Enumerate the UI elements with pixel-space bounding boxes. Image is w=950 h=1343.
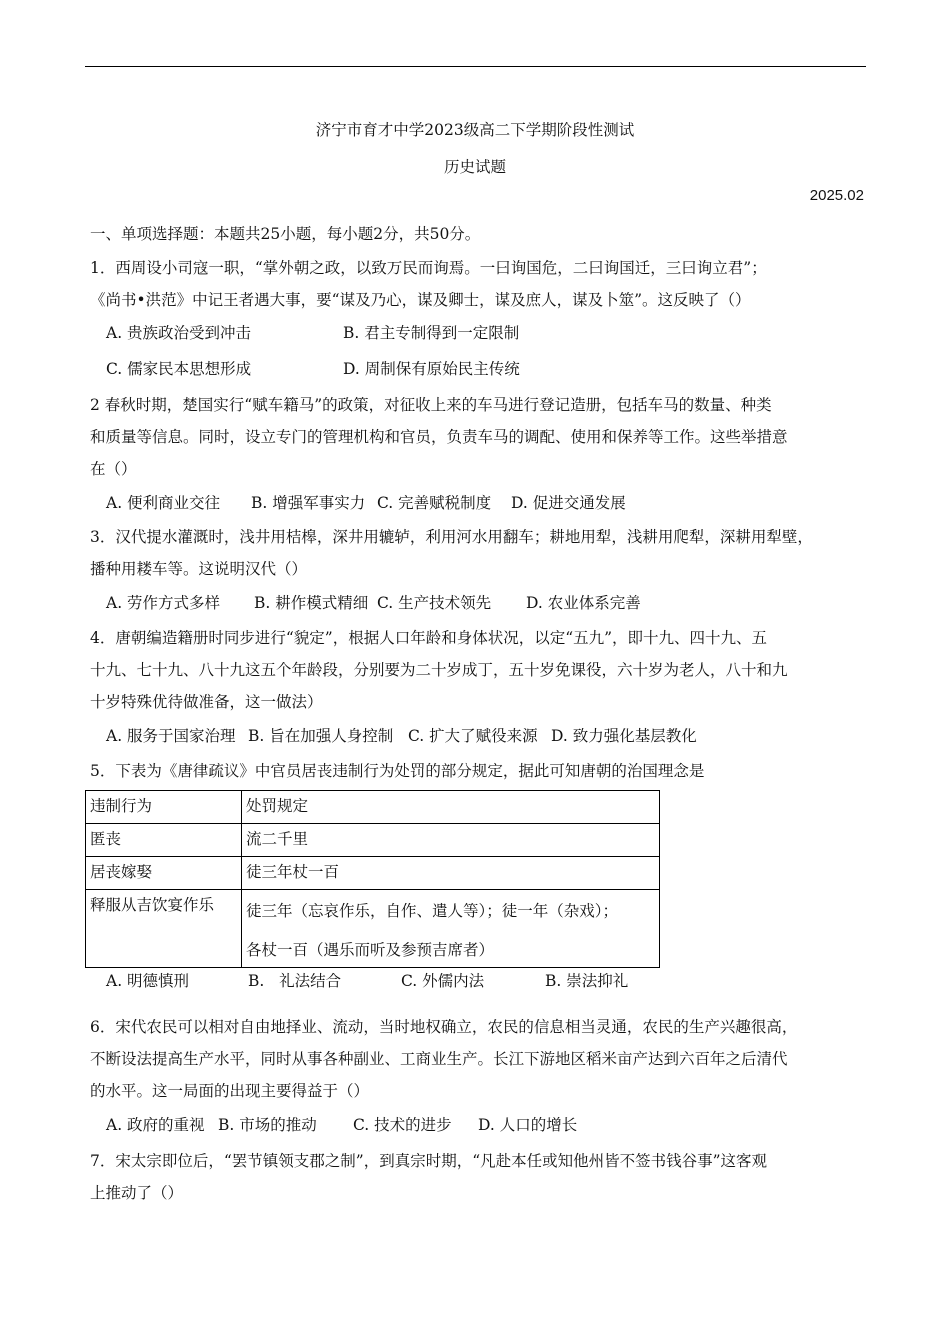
q1-option-c: C. 儒家民本思想形成 — [106, 360, 252, 378]
table-cell — [242, 890, 660, 968]
q6-line-2: 不断设法提高生产水平，同时从事各种副业、工商业生产。长江下游地区稻米亩产达到六百年之后清代 — [90, 1050, 788, 1068]
table-header-cell: 处罚规定 — [242, 791, 660, 824]
q6-option-d: D. 人口的增长 — [478, 1116, 578, 1134]
q6-line-3: 的水平。这一局面的出现主要得益于（） — [90, 1082, 370, 1100]
table-cell: 释服从吉饮宴作乐 — [86, 890, 242, 968]
table-header-cell: 违制行为 — [86, 791, 242, 824]
table-row — [86, 824, 660, 857]
q6-option-a: A. 政府的重视 — [106, 1116, 205, 1134]
exam-date: 2025.02 — [809, 187, 864, 204]
q3-option-d: D. 农业体系完善 — [526, 594, 641, 612]
table-header-row — [86, 791, 660, 824]
q4-line-3: 十岁特殊优待做准备，这一做法） — [90, 693, 323, 711]
q1-option-d: D. 周制保有原始民主传统 — [343, 360, 520, 378]
q1-option-b: B. 君主专制得到一定限制 — [343, 324, 520, 342]
q6-option-b: B. 市场的推动 — [218, 1116, 317, 1134]
q5-option-b: B. 礼法结合 — [248, 972, 342, 990]
q5-option-c: C. 外儒内法 — [401, 972, 485, 990]
q6-line-1: 6．宋代农民可以相对自由地择业、流动，当时地权确立，农民的信息相当灵通，农民的生产兴趣很高， — [90, 1018, 798, 1036]
q4-option-c: C. 扩大了赋役来源 — [408, 727, 538, 745]
header-rule — [85, 66, 866, 67]
table-cell: 匿丧 — [86, 824, 242, 857]
q2-option-a: A. 便利商业交往 — [106, 494, 221, 512]
q3-option-a: A. 劳作方式多样 — [106, 594, 221, 612]
q2-line-1: 2 春秋时期，楚国实行“赋车籍马”的政策，对征收上来的车马进行登记造册，包括车马的数量、种类 — [90, 396, 772, 414]
q2-line-2: 和质量等信息。同时，设立专门的管理机构和官员，负责车马的调配、使用和保养等工作。这些举措意 — [90, 428, 788, 446]
q2-option-d: D. 促进交通发展 — [511, 494, 626, 512]
q3-option-c: C. 生产技术领先 — [377, 594, 492, 612]
table-row — [86, 890, 660, 968]
q3-option-b: B. 耕作模式精细 — [254, 594, 369, 612]
table-row — [86, 857, 660, 890]
table-cell: 徒三年杖一百 — [242, 857, 660, 890]
q2-option-b: B. 增强军事实力 — [251, 494, 366, 512]
q4-option-b: B. 旨在加强人身控制 — [248, 727, 394, 745]
table-cell-line: 各杖一百（遇乐而听及参预吉席者） — [246, 941, 495, 959]
q3-line-2: 播种用耧车等。这说明汉代（） — [90, 560, 308, 578]
table-cell-line: 徒三年（忘哀作乐，自作、遣人等）；徒一年（杂戏）； — [246, 902, 619, 920]
q6-option-c: C. 技术的进步 — [353, 1116, 452, 1134]
section-heading: 一、单项选择题：本题共25小题，每小题2分，共50分。 — [90, 225, 481, 243]
table-cell: 居丧嫁娶 — [86, 857, 242, 890]
table-cell: 流二千里 — [242, 824, 660, 857]
q1-line-2: 《尚书•洪范》中记王者遇大事，要“谋及乃心，谋及卿士，谋及庶人，谋及卜筮”。这反映了（） — [90, 291, 751, 309]
q1-option-a: A. 贵族政治受到冲击 — [106, 324, 252, 342]
q2-option-c: C. 完善赋税制度 — [377, 494, 492, 512]
q4-option-d: D. 致力强化基层教化 — [551, 727, 697, 745]
q7-line-2: 上推动了（） — [90, 1184, 184, 1202]
q5-line-1: 5．下表为《唐律疏议》中官员居丧违制行为处罚的部分规定，据此可知唐朝的治国理念是 — [90, 762, 705, 780]
q3-line-1: 3．汉代提水灌溉时，浅井用桔槔，深井用辘轳，利用河水用翻车；耕地用犁，浅耕用爬犁，深耕用犁壁， — [90, 528, 813, 546]
subject-title: 历史试题 — [443, 158, 506, 176]
q5-option-d: B. 崇法抑礼 — [545, 972, 629, 990]
q5-option-a: A. 明德慎刑 — [106, 972, 190, 990]
q7-line-1: 7．宋太宗即位后，“罢节镇领支郡之制”，到真宗时期，“凡赴本任或知他州皆不签书钱谷事”这客观 — [90, 1152, 768, 1170]
q4-line-1: 4．唐朝编造籍册时同步进行“貌定”，根据人口年龄和身体状况，以定“五九”，即十九、四十九、五 — [90, 629, 768, 647]
school-title: 济宁市育才中学2023级高二下学期阶段性测试 — [315, 121, 635, 139]
q4-line-2: 十九、七十九、八十九这五个年龄段，分别要为二十岁成丁，五十岁免课役，六十岁为老人，八十和九 — [90, 661, 788, 679]
q1-line-1: 1．西周设小司寇一职，“掌外朝之政，以致万民而询焉。一曰询国危，二曰询国迁，三曰询立君”； — [90, 259, 767, 277]
q4-option-a: A. 服务于国家治理 — [106, 727, 236, 745]
q2-line-3: 在（） — [90, 460, 137, 478]
penalty-table — [85, 790, 660, 968]
